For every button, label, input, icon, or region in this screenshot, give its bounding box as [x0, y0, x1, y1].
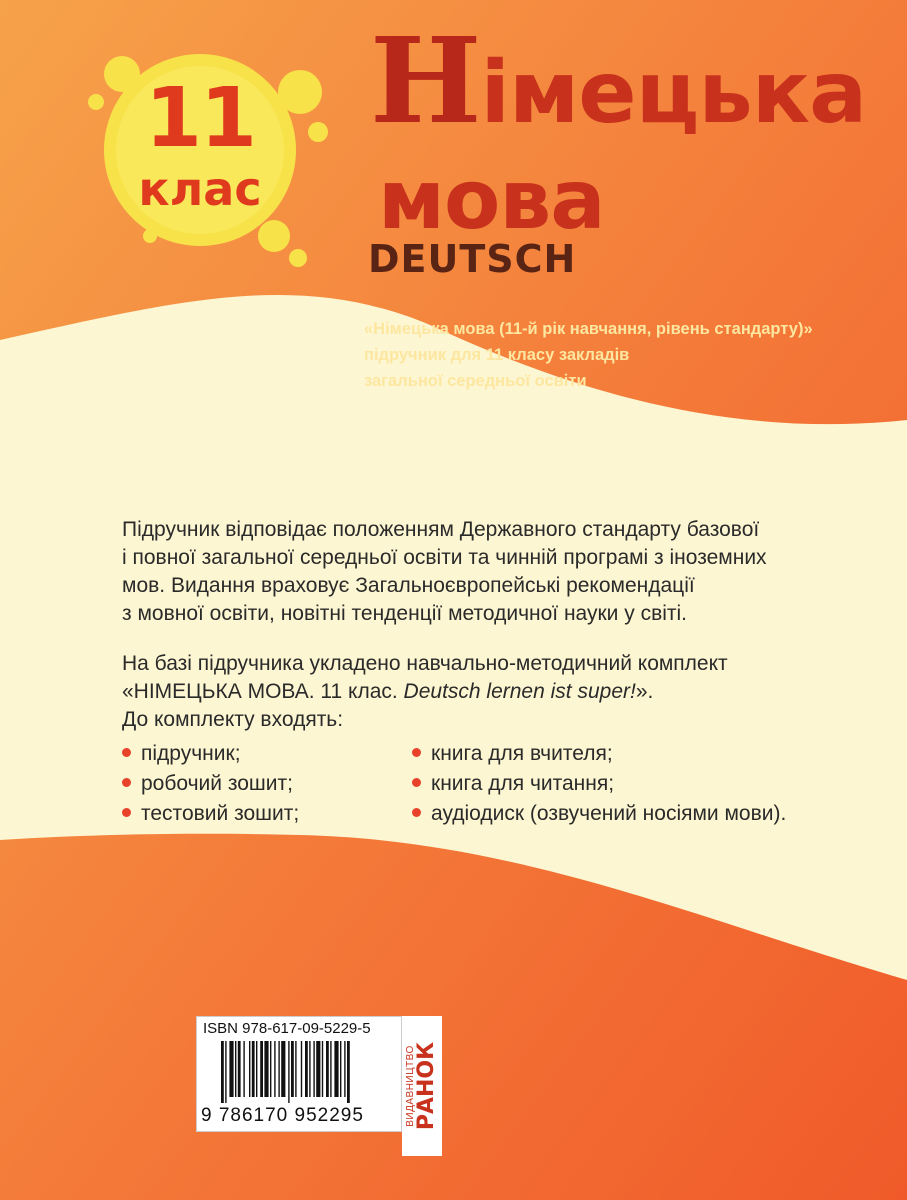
- bullet-dot-icon: [412, 748, 421, 757]
- title-line1-rest: імецька: [480, 43, 867, 143]
- book-title-line2: мова: [378, 153, 605, 248]
- book-title-foreign: DEUTSCH: [368, 237, 577, 281]
- publisher-small-label: ВИДАВНИЦТВО: [405, 1045, 416, 1127]
- description-line: з мовної освіти, новітні тенденції методичної науки у світі.: [122, 602, 688, 625]
- list-item: [122, 800, 299, 828]
- title-initial: Н: [370, 11, 481, 150]
- bullet-dot-icon: [122, 778, 131, 787]
- kit-title-prefix: «НІМЕЦЬКА МОВА. 11 клас.: [122, 680, 404, 703]
- kit-intro-line: На базі підручника укладено навчально-методичний комплект: [122, 652, 728, 675]
- grade-word: клас: [138, 162, 262, 216]
- list-item: [412, 770, 614, 798]
- grade-number: 11: [144, 71, 256, 166]
- subtitle-line: «Німецька мова (11-й рік навчання, рівень стандарту)»: [364, 320, 813, 338]
- isbn-digits: 9 786170 952295: [201, 1105, 364, 1126]
- bullet-dot-icon: [412, 778, 421, 787]
- description-line: Підручник відповідає положенням Державного стандарту базової: [122, 518, 760, 541]
- isbn-barcode-box: [196, 1016, 402, 1132]
- list-item: [122, 740, 241, 768]
- description-line: мов. Видання враховує Загальноєвропейські рекомендації: [122, 574, 695, 597]
- list-item: [412, 800, 786, 828]
- bullet-dot-icon: [412, 808, 421, 817]
- kit-title-italic: Deutsch lernen ist super!: [403, 680, 636, 703]
- list-item: [122, 770, 293, 798]
- list-item: [412, 740, 613, 768]
- barcode-icon: [221, 1041, 391, 1103]
- book-title-line1: [370, 11, 867, 150]
- kit-title-suffix: ».: [635, 680, 654, 703]
- bullet-dot-icon: [122, 808, 131, 817]
- bullet-dot-icon: [122, 748, 131, 757]
- subtitle-line: загальної середньої освіти: [364, 372, 587, 390]
- isbn-label: ISBN 978-617-09-5229-5: [203, 1020, 371, 1037]
- list-item-label: книга для вчителя;: [431, 742, 613, 765]
- description: [122, 516, 862, 734]
- kit-title-line: [122, 678, 862, 706]
- list-item-label: робочий зошит;: [141, 772, 293, 795]
- subtitle-line: підручник для 11 класу закладів: [364, 346, 630, 364]
- list-item-label: аудіодиск (озвучений носіями мови).: [431, 802, 787, 825]
- list-item-label: книга для читання;: [431, 772, 615, 795]
- book-subtitle: [364, 316, 884, 394]
- publisher-name: РАНОК: [414, 1041, 439, 1131]
- publisher-logo: [402, 1016, 442, 1156]
- list-item-label: тестовий зошит;: [141, 802, 300, 825]
- kit-includes-line: До комплекту входять:: [122, 708, 344, 731]
- description-line: і повної загальної середньої освіти та чинній програмі з іноземних: [122, 546, 767, 569]
- list-item-label: підручник;: [141, 742, 241, 765]
